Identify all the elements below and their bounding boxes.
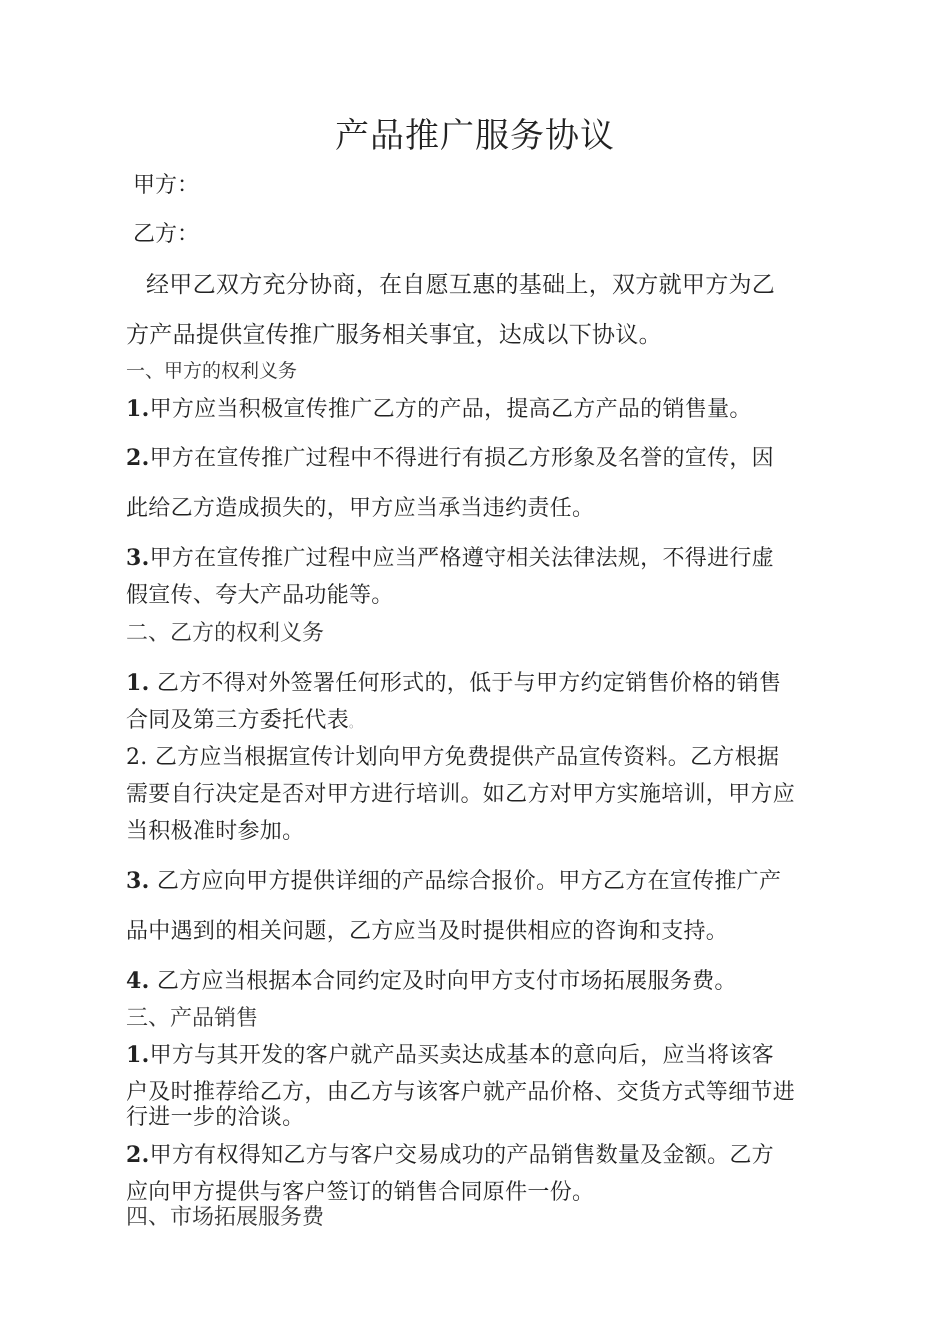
section-4-heading: 四、市场拓展服务费 (126, 1205, 325, 1230)
s2-item-1-line-1: 1. 乙方不得对外签署任何形式的，低于与甲方约定销售价格的销售 (126, 670, 782, 696)
s1-item-3-line-2: 假宣传、夸大产品功能等。 (126, 583, 394, 608)
intro-line-1: 经甲乙双方充分协商，在自愿互惠的基础上，双方就甲方为乙 (146, 272, 776, 298)
s3-item-2-num: 2. (126, 1142, 150, 1168)
intro-line-2: 方产品提供宣传推广服务相关事宜，达成以下协议。 (126, 322, 662, 348)
s2-item-3-line-2: 品中遇到的相关问题，乙方应当及时提供相应的咨询和支持。 (126, 919, 729, 944)
section-2-heading: 二、乙方的权利义务 (126, 621, 325, 646)
s1-item-2-line-2: 此给乙方造成损失的，甲方应当承当违约责任。 (126, 496, 595, 521)
party-a-label: 甲方： (133, 173, 200, 198)
s3-item-1-line-1: 1.甲方与其开发的客户就产品买卖达成基本的意向后，应当将该客 (126, 1042, 774, 1068)
s2-item-1-num: 1. (126, 670, 150, 696)
s3-item-2-line-1: 2.甲方有权得知乙方与客户交易成功的产品销售数量及金额。乙方 (126, 1142, 774, 1168)
s3-item-1-num: 1. (126, 1042, 150, 1068)
s2-item-4-line-1: 4. 乙方应当根据本合同约定及时向甲方支付市场拓展服务费。 (126, 968, 737, 994)
party-b-label: 乙方： (133, 222, 200, 247)
s3-item-2-line-2: 应向甲方提供与客户签订的销售合同原件一份。 (126, 1180, 595, 1205)
s2-item-3-num: 3. (126, 868, 150, 894)
s2-item-2-num: 2. (126, 745, 148, 770)
s2-item-1-line-2: 合同及第三方委托代表。 (126, 708, 362, 733)
s1-item-2-line-1: 2.甲方在宣传推广过程中不得进行有损乙方形象及名誉的宣传，因 (126, 445, 774, 471)
s2-item-3-line-1: 3. 乙方应向甲方提供详细的产品综合报价。甲方乙方在宣传推广产 (126, 868, 782, 894)
s2-item-2-line-1: 2. 乙方应当根据宣传计划向甲方免费提供产品宣传资料。乙方根据 (126, 745, 780, 770)
s3-item-1-line-3: 行进一步的洽谈。 (126, 1105, 305, 1130)
section-3-heading: 三、产品销售 (126, 1006, 259, 1031)
s2-item-2-line-3: 当积极准时参加。 (126, 819, 305, 844)
s3-item-1-line-2: 户及时推荐给乙方，由乙方与该客户就产品价格、交货方式等细节进 (126, 1080, 796, 1105)
s1-item-1-num: 1. (126, 396, 150, 422)
s1-item-3-line-1: 3.甲方在宣传推广过程中应当严格遵守相关法律法规，不得进行虚 (126, 545, 774, 571)
s1-item-3-num: 3. (126, 545, 150, 571)
s1-item-1-line-1: 1.甲方应当积极宣传推广乙方的产品，提高乙方产品的销售量。 (126, 396, 752, 422)
s2-item-2-line-2: 需要自行决定是否对甲方进行培训。如乙方对甲方实施培训，甲方应 (126, 782, 796, 807)
document-title: 产品推广服务协议 (335, 116, 615, 156)
s2-item-4-num: 4. (126, 968, 150, 994)
section-1-heading: 一、甲方的权利义务 (126, 360, 298, 382)
s1-item-2-num: 2. (126, 445, 150, 471)
